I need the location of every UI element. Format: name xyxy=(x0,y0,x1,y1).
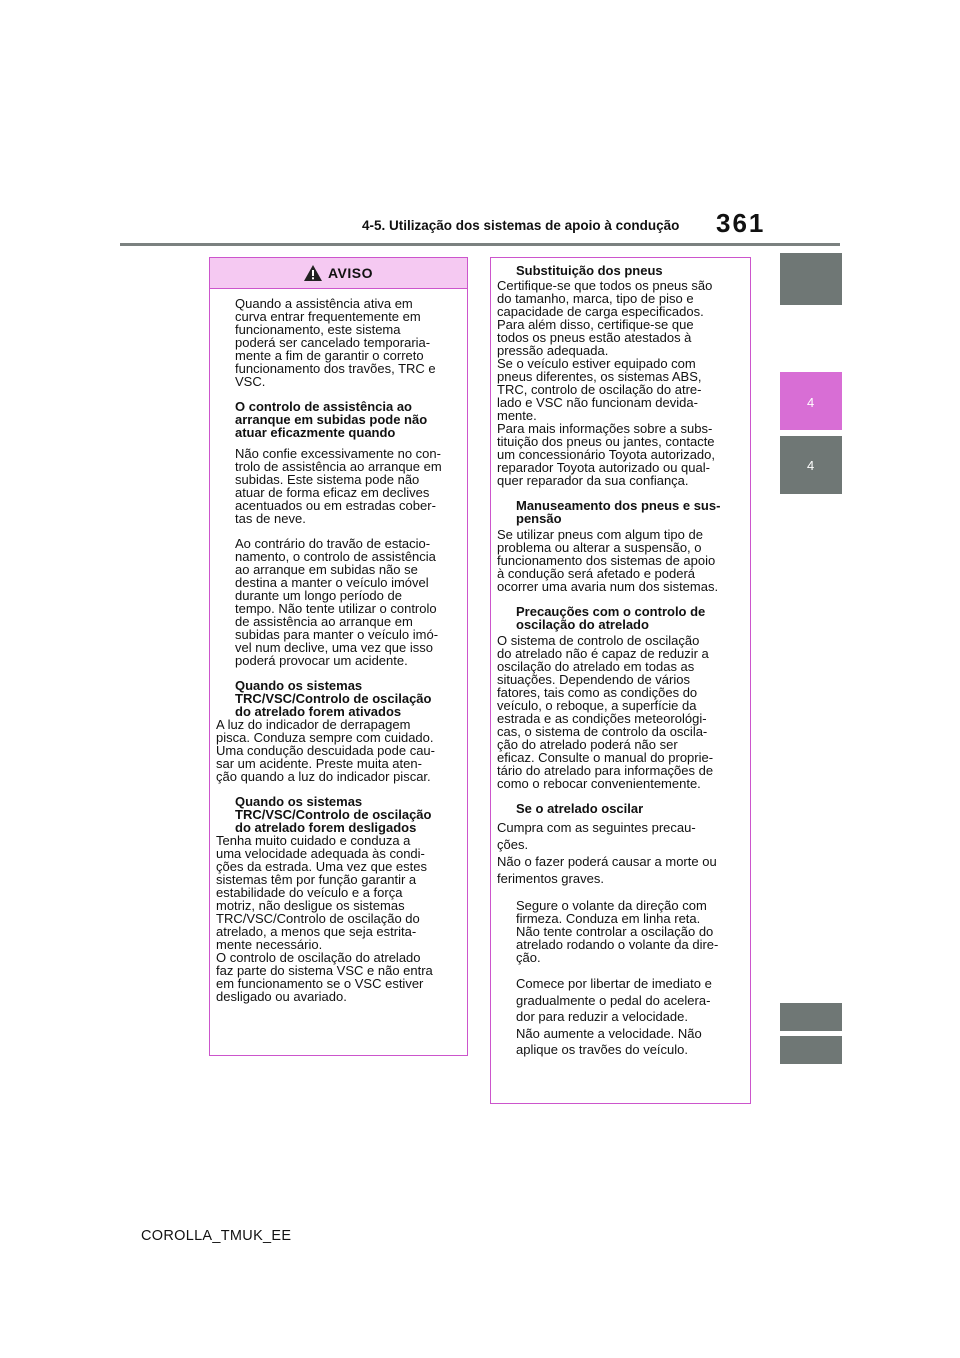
paragraph: Certifique-se que todos os pneus são do tamanho, marca, tipo de piso e capacidade de carga especificados. Para além disso, certifique-se que todos os pneus estão atestados à pressão adequada. Se o veículo estiver equipado com pneus diferentes, os sistemas ABS, TRC, controlo de oscilação do atre- lado e VSC não funcionam devida- mente. Para mais informações sobre a subs- tituição dos pneus ou jantes, contacte um concessionário Toyota autorizado, reparador Toyota autorizado ou qual- quer reparador da sua confiança. xyxy=(497,278,715,488)
side-tab-active[interactable] xyxy=(780,372,842,430)
bullet-item: Comece por libertar de imediato e gradualmente o pedal do acelera- dor para reduzir a velocidade. Não aumente a velocidade. Não aplique os travões do veículo. xyxy=(516,976,712,1057)
warning-paragraph: A luz do indicador de derrapagem pisca. Conduza sempre com cuidado. Uma condução descuidada pode cau- sar um acidente. Preste muita aten- ção quando a luz do indicador piscar. xyxy=(216,717,435,784)
warning-triangle-icon xyxy=(304,265,322,281)
paragraph: Se utilizar pneus com algum tipo de problema ou alterar a suspensão, o funcionamento dos sistemas de apoio à condução será afetado e poderá ocorrer uma avaria num dos sistemas. xyxy=(497,527,719,594)
warning-header xyxy=(210,258,467,289)
page-number: 361 xyxy=(716,208,766,238)
warning-intro: Quando a assistência ativa em curva entrar frequentemente em funcionamento, este sistema poderá ser cancelado temporaria- mente a fim de garantir o correto funcionamento dos travões, TRC e VSC. xyxy=(235,296,436,389)
side-tab-blank-1[interactable] xyxy=(780,253,842,305)
warning-title: AVISO xyxy=(327,265,374,281)
heading-trailer-sways: Se o atrelado oscilar xyxy=(516,801,644,816)
side-tab-chapter[interactable] xyxy=(780,436,842,494)
section-title: 4-5. Utilização dos sistemas de apoio à condução xyxy=(362,218,680,233)
warning-paragraph: Tenha muito cuidado e conduza a uma velocidade adequada às condi- ções da estrada. Uma vez que estes sistemas têm por função garantir a estabilidade do veículo e a força motriz, não desligue os sistemas TRC/VSC/Controlo de oscilação do atrelado, a menos que seja estrita- mente necessário. O controlo de oscilação do atrelado faz parte do sistema VSC e não entra em funcionamento se o VSC estiver desligado ou avariado. xyxy=(216,833,433,1004)
warning-box xyxy=(209,257,468,1056)
warning-paragraph: Não confie excessivamente no con- trolo de assistência ao arranque em subidas. Este sistema pode não atuar de forma eficaz em declives acentuados ou em estradas cober- tas de neve. xyxy=(235,446,442,526)
heading-tire-handling: Manuseamento dos pneus e sus- pensão xyxy=(516,498,721,526)
warning-heading-hill-start: O controlo de assistência ao arranque em subidas pode não atuar eficazmente quando xyxy=(235,399,428,440)
side-tab-blank-2[interactable] xyxy=(780,1003,842,1031)
caution-box xyxy=(490,257,751,1104)
side-tab-label: 4 xyxy=(807,458,815,473)
heading-tire-replacement: Substituição dos pneus xyxy=(516,263,663,278)
paragraph: O sistema de controlo de oscilação do atrelado não é capaz de reduzir a oscilação do atrelado em todas as situações. Dependendo de vários fatores, tais como as condições do veículo, o reboque, a superfície da estrada e as condições meteorológi- cas, o sistema de controlo da oscila- ção do atrelado poderá não ser eficaz. Consulte o manual do proprie- tário do atrelado para informações de como o rebocar convenientemente. xyxy=(497,633,714,791)
warning-heading-systems-off: Quando os sistemas TRC/VSC/Controlo de oscilação do atrelado forem desligados xyxy=(235,794,432,835)
bullet-item: Segure o volante da direção com firmeza. Conduza em linha reta. Não tente controlar a oscilação do atrelado rodando o volante da dire- ção. xyxy=(516,898,719,965)
side-tab-label: 4 xyxy=(807,395,815,410)
heading-trailer-sway-precautions: Precauções com o controlo de oscilação do atrelado xyxy=(516,604,706,632)
document-code: COROLLA_TMUK_EE xyxy=(141,1228,292,1244)
warning-paragraph: Ao contrário do travão de estacio- namento, o controlo de assistência ao arranque em subidas não se destina a manter o veículo imóvel durante um longo período de tempo. Não tente utilizar o controlo de assistência ao arranque em subidas para manter o veículo imó- vel num declive, uma vez que isso poderá provocar um acidente. xyxy=(235,536,439,668)
warning-heading-systems-active: Quando os sistemas TRC/VSC/Controlo de oscilação do atrelado forem ativados xyxy=(235,678,432,719)
header-divider xyxy=(120,243,840,246)
side-tab-blank-3[interactable] xyxy=(780,1036,842,1064)
paragraph: Cumpra com as seguintes precau- ções. Não o fazer poderá causar a morte ou ferimentos graves. xyxy=(497,820,717,886)
